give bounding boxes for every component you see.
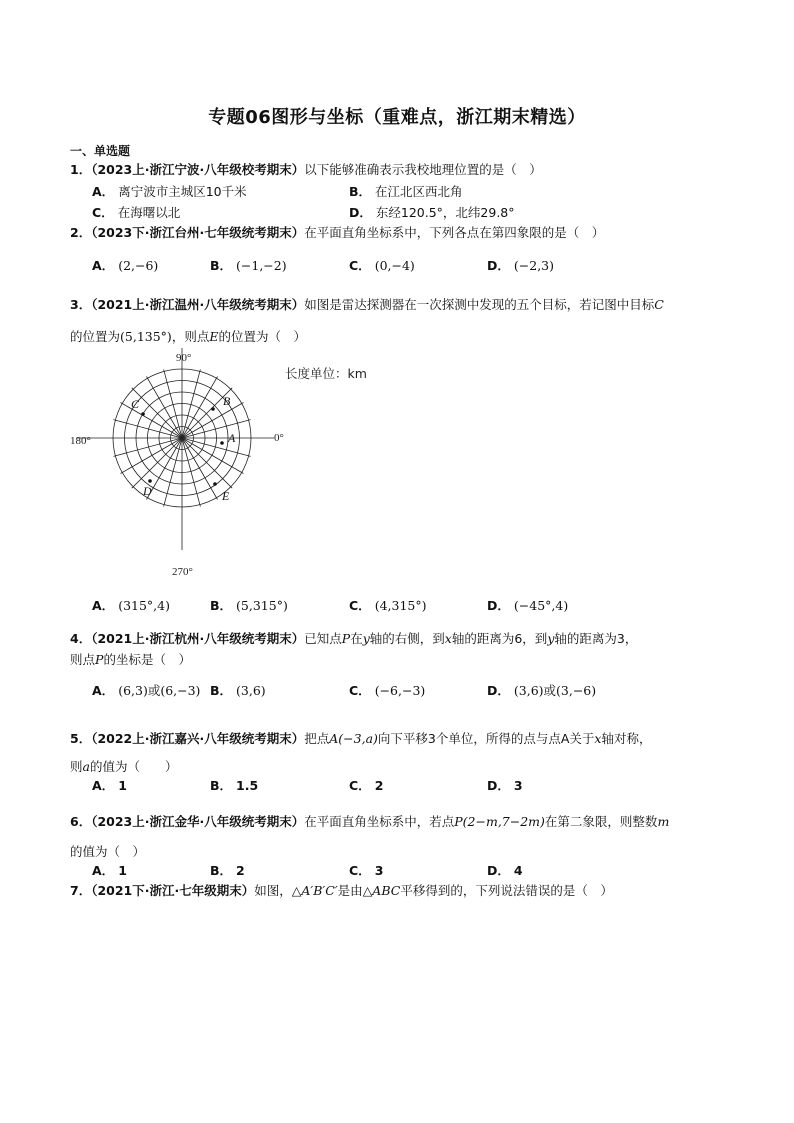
radar-spoke xyxy=(132,388,182,438)
question-number: 7． xyxy=(70,883,92,898)
point-a-label: A xyxy=(228,431,236,445)
option-text: (4,315°) xyxy=(374,598,427,613)
point-e-label: E xyxy=(222,489,230,503)
question-source: （2023上·浙江金华·八年级统考期末） xyxy=(91,814,305,829)
point-d-label: D xyxy=(143,484,152,498)
question-6 xyxy=(70,807,735,867)
var-y: y xyxy=(362,631,370,646)
q2-option-d xyxy=(487,256,554,274)
q1-option-c xyxy=(92,203,180,221)
option-label: C． xyxy=(349,598,371,613)
radar-figure xyxy=(70,348,310,583)
point-c-dot xyxy=(141,412,145,416)
point-c-label: C xyxy=(131,397,140,411)
radar-grid xyxy=(77,348,274,550)
point-d xyxy=(142,479,152,498)
var-c: C xyxy=(654,297,664,312)
radar-spoke xyxy=(147,377,183,438)
radar-spoke xyxy=(182,438,218,499)
question-text: 如图是雷达探测器在一次探测中发现的五个目标，若记图中目标 xyxy=(304,297,655,312)
option-label: A． xyxy=(92,683,115,698)
option-text: 3 xyxy=(513,778,523,793)
option-text: 2 xyxy=(236,863,245,878)
q4-option-d xyxy=(487,681,596,699)
option-label: C． xyxy=(349,863,371,878)
q2-option-c xyxy=(349,256,415,274)
option-text: (5,315°) xyxy=(236,598,288,613)
option-label: C． xyxy=(349,683,371,698)
radar-spoke xyxy=(121,403,182,439)
q3-option-b xyxy=(210,596,288,614)
q3-option-a xyxy=(92,596,170,614)
triangle-abc: △ABC xyxy=(362,883,401,898)
q1-option-d xyxy=(349,203,515,221)
question-text: 平移得到的，下列说法错误的是（ ） xyxy=(400,883,613,898)
option-label: D． xyxy=(487,863,510,878)
question-number: 3． xyxy=(70,297,92,312)
option-label: B． xyxy=(349,184,372,199)
option-text: 东经120.5°，北纬29.8° xyxy=(375,205,515,220)
point-b xyxy=(211,394,231,411)
point-e-dot xyxy=(213,482,217,486)
point-a-dot xyxy=(220,441,224,445)
question-text: 是由 xyxy=(337,883,363,898)
option-text: (2,−6) xyxy=(118,258,159,273)
option-text: (−2,3) xyxy=(513,258,554,273)
option-text: 在海曙以北 xyxy=(117,205,181,220)
angle-label-180: 180° xyxy=(70,435,91,447)
option-text: 1 xyxy=(118,863,127,878)
option-label: A． xyxy=(92,184,115,199)
option-text: 3 xyxy=(374,863,384,878)
option-label: B． xyxy=(210,683,233,698)
question-text: 向下平移3个单位，所得的点与点A关于 xyxy=(377,731,595,746)
var-m: m xyxy=(657,814,670,829)
question-source: （2021上·浙江杭州·八年级统考期末） xyxy=(91,631,305,646)
question-text: 以下能够准确表示我校地理位置的是（ ） xyxy=(304,162,542,177)
q3-option-d xyxy=(487,596,568,614)
var-y: y xyxy=(547,631,555,646)
option-text: (315°,4) xyxy=(118,598,170,613)
angle-label-0: 0° xyxy=(274,432,284,444)
var-x: x xyxy=(444,631,452,646)
option-text: (3,6)或(3,−6) xyxy=(513,683,597,698)
question-source: （2023下·浙江台州·七年级统考期末） xyxy=(91,225,305,240)
q3-option-c xyxy=(349,596,426,614)
option-label: A． xyxy=(92,863,115,878)
q4-option-b xyxy=(210,681,266,699)
question-text: 轴的右侧，到 xyxy=(369,631,445,646)
q5-option-d xyxy=(487,776,523,794)
question-5 xyxy=(70,725,735,781)
option-text: (6,3)或(6,−3) xyxy=(118,683,201,698)
q1-option-b xyxy=(349,182,463,200)
option-text: 离宁波市主城区10千米 xyxy=(118,184,247,199)
option-label: C． xyxy=(349,778,371,793)
question-text: 的值为（ ） xyxy=(70,844,146,859)
q6-option-c xyxy=(349,861,383,879)
angle-label-90: 90° xyxy=(176,352,192,364)
question-source: （2021下·浙江·七年级期末） xyxy=(91,883,255,898)
var-p: P xyxy=(341,631,351,646)
option-text: 2 xyxy=(374,778,384,793)
q4-option-a xyxy=(92,681,200,699)
question-text: 的位置为（ ） xyxy=(218,329,306,344)
question-number: 6． xyxy=(70,814,92,829)
q5-option-a xyxy=(92,776,127,794)
q5-option-b xyxy=(210,776,258,794)
question-text: 轴对称， xyxy=(601,731,652,746)
question-text: 已知点 xyxy=(304,631,342,646)
option-label: C． xyxy=(92,205,114,220)
question-text: 的值为（ ） xyxy=(89,759,178,774)
question-text: 则 xyxy=(70,759,83,774)
question-text: 如图， xyxy=(254,883,292,898)
question-source: （2022上·浙江嘉兴·八年级统考期末） xyxy=(91,731,305,746)
point-b-dot xyxy=(211,407,215,411)
option-label: D． xyxy=(487,258,510,273)
option-label: D． xyxy=(487,683,510,698)
question-text: 的位置为 xyxy=(70,329,121,344)
option-text: (0,−4) xyxy=(374,258,415,273)
question-source: （2021上·浙江温州·八年级统考期末） xyxy=(91,297,305,312)
option-label: A． xyxy=(92,778,115,793)
q2-option-a xyxy=(92,256,158,274)
section-heading: 一、单选题 xyxy=(70,144,131,158)
radar-spoke xyxy=(121,438,182,474)
question-1 xyxy=(70,161,735,178)
question-2 xyxy=(70,224,735,241)
option-text: (−45°,4) xyxy=(513,598,569,613)
triangle-prime: △A′B′C′ xyxy=(291,883,338,898)
page-title: 专题06图形与坐标（重难点，浙江期末精选） xyxy=(208,107,586,128)
radar-spoke xyxy=(182,438,232,488)
question-text: 则点 xyxy=(70,652,96,667)
question-text: ，则点 xyxy=(171,329,210,344)
question-text: 的坐标是（ ） xyxy=(103,652,191,667)
q6-option-a xyxy=(92,861,127,879)
option-text: 1 xyxy=(118,778,127,793)
option-label: B． xyxy=(210,778,233,793)
option-text: (−1,−2) xyxy=(236,258,287,273)
option-text: 在江北区西北角 xyxy=(375,184,463,199)
question-text: 在第二象限，则整数 xyxy=(544,814,658,829)
question-text: 在 xyxy=(350,631,363,646)
q6-option-d xyxy=(487,861,523,879)
var-x: x xyxy=(594,731,602,746)
q2-option-b xyxy=(210,256,287,274)
option-label: D． xyxy=(487,778,510,793)
option-label: D． xyxy=(487,598,510,613)
var-e: E xyxy=(209,329,219,344)
radar-spoke xyxy=(147,438,183,499)
unit-label: 长度单位：km xyxy=(285,366,367,381)
option-label: C． xyxy=(349,258,371,273)
coord-c: (5,135°) xyxy=(120,329,172,344)
option-label: A． xyxy=(92,258,115,273)
option-text: 1.5 xyxy=(236,778,259,793)
question-text: 在平面直角坐标系中，若点 xyxy=(304,814,455,829)
question-3 xyxy=(70,289,735,353)
option-text: 4 xyxy=(513,863,523,878)
question-number: 5． xyxy=(70,731,92,746)
question-text: 轴的距离为6，到 xyxy=(451,631,548,646)
question-text: 把点 xyxy=(304,731,330,746)
question-text: 在平面直角坐标系中，下列各点在第四象限的是（ ） xyxy=(304,225,605,240)
option-label: B． xyxy=(210,598,233,613)
point-d-dot xyxy=(148,479,152,483)
question-number: 4． xyxy=(70,631,92,646)
option-text: (3,6) xyxy=(236,683,266,698)
question-7 xyxy=(70,882,735,899)
radar-spoke xyxy=(132,438,182,488)
var-p: P xyxy=(95,652,104,667)
point-a: A(−3,a) xyxy=(329,731,378,746)
option-label: B． xyxy=(210,258,233,273)
point-e xyxy=(213,482,230,503)
q6-option-b xyxy=(210,861,245,879)
question-number: 2． xyxy=(70,225,92,240)
q1-option-a xyxy=(92,182,247,200)
point-p: P(2−m,7−2m) xyxy=(454,814,545,829)
angle-label-270: 270° xyxy=(172,566,193,578)
option-label: A． xyxy=(92,598,115,613)
point-b-label: B xyxy=(223,394,231,408)
q4-option-c xyxy=(349,681,425,699)
option-label: B． xyxy=(210,863,233,878)
var-a: a xyxy=(82,759,90,774)
radar-spoke xyxy=(182,377,218,438)
question-number: 1． xyxy=(70,162,92,177)
question-4 xyxy=(70,628,735,670)
question-source: （2023上·浙江宁波·八年级校考期末） xyxy=(91,162,305,177)
q5-option-c xyxy=(349,776,383,794)
option-label: D． xyxy=(349,205,372,220)
option-text: (−6,−3) xyxy=(374,683,426,698)
question-text: 轴的距离为3， xyxy=(554,631,638,646)
